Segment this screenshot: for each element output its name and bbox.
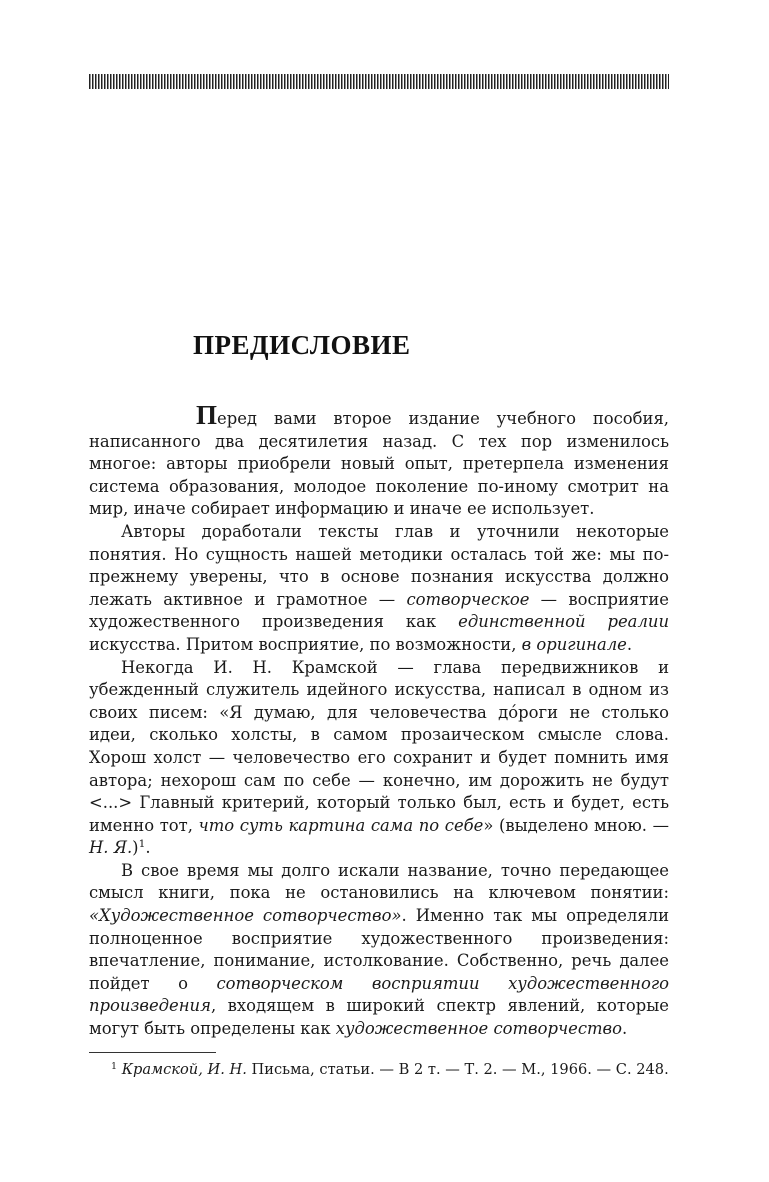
paragraph-1 [89, 402, 669, 521]
footnote [89, 1060, 669, 1080]
paragraph-2-text-c: искусства. Притом восприятие, по возможности, [89, 634, 522, 654]
paragraph-3-text-d: . [145, 838, 151, 858]
paragraph-1-text: еред вами второе издание учебного пособия, написанного два десятилетия назад. С тех пор изменилось многое: авторы приобрели новый опыт, претерпела изменения система образования, молодое поколение по-иному смотрит на мир, иначе собирает информацию и иначе ее использует. [89, 409, 669, 519]
paragraph-4-text-a: В свое время мы долго искали название, точно передающее смысл книги, пока не остановились на ключевом понятии: [89, 860, 669, 903]
paragraph-4-text-c: , входящем в широкий спектр явлений, которые могут быть определены как [89, 996, 669, 1039]
paragraph-2-emphasis-b: единственной реалии [458, 612, 669, 632]
paragraph-2-emphasis-a: сотворческое [406, 589, 530, 609]
paragraph-2-text-d: . [626, 634, 633, 654]
paragraph-4 [89, 860, 669, 1041]
paragraph-2 [89, 521, 669, 657]
paragraph-2-text-a: Авторы доработали тексты глав и уточнили некоторые понятия. Но сущность нашей методики осталась той же: мы по-прежнему уверены, что в основе познания искусства должно лежать активное и грамотное — [89, 521, 669, 609]
paragraph-4-emphasis-a: «Художественное сотворчество» [89, 906, 402, 926]
footnote-divider [89, 1052, 216, 1053]
paragraph-3-text-a: Некогда И. Н. Крамской — глава передвижников и убежденный служитель идейного искусства, написал в одном из своих писем: «Я думаю, для человечества дóроги не столько идеи, сколько холсты, в самом прозаическом смысле слова. Хорош холст — человечество его сохранит и будет помнить имя автора; нехорош сам по себе — конечно, им дорожить не будут <...> Главный критерий, который только был, есть и будет, есть именно тот, [89, 657, 669, 835]
paragraph-2-text-b: — восприятие художественного произведения как [89, 589, 670, 632]
paragraph-4-emphasis-c: художественное сотворчество [335, 1019, 622, 1039]
paragraph-3-text-b: » (выделено мною. — [483, 815, 670, 835]
paragraph-4-text-b: . Именно так мы определяли полноценное восприятие художественного произведения: впечатление, понимание, истолкование. Собственно, речь далее пойдет о [89, 906, 669, 993]
footnote-reference[interactable]: 1 [138, 837, 146, 851]
body-text [89, 402, 669, 1041]
footnote-number: 1 [111, 1060, 118, 1072]
paragraph-3 [89, 657, 669, 860]
chapter-title: ПРЕДИСЛОВИЕ [193, 330, 411, 360]
paragraph-3-emphasis-a: что суть картина сама по себе [198, 815, 484, 835]
footnote-text: Письма, статьи. — В 2 т. — Т. 2. — М., 1966. — С. 248. [246, 1061, 669, 1078]
footnote-author: Крамской, И. Н. [121, 1061, 247, 1078]
drop-cap-letter: П [196, 400, 218, 430]
paragraph-3-emphasis-b: Н. Я. [89, 838, 133, 858]
header-decorative-rule [89, 74, 669, 89]
paragraph-3-text-c: ) [132, 838, 139, 858]
paragraph-4-text-d: . [621, 1019, 628, 1039]
paragraph-2-emphasis-c: в оригинале [521, 634, 627, 654]
paragraph-4-emphasis-b: сотворческом восприятии художественного произведения [89, 973, 669, 1016]
